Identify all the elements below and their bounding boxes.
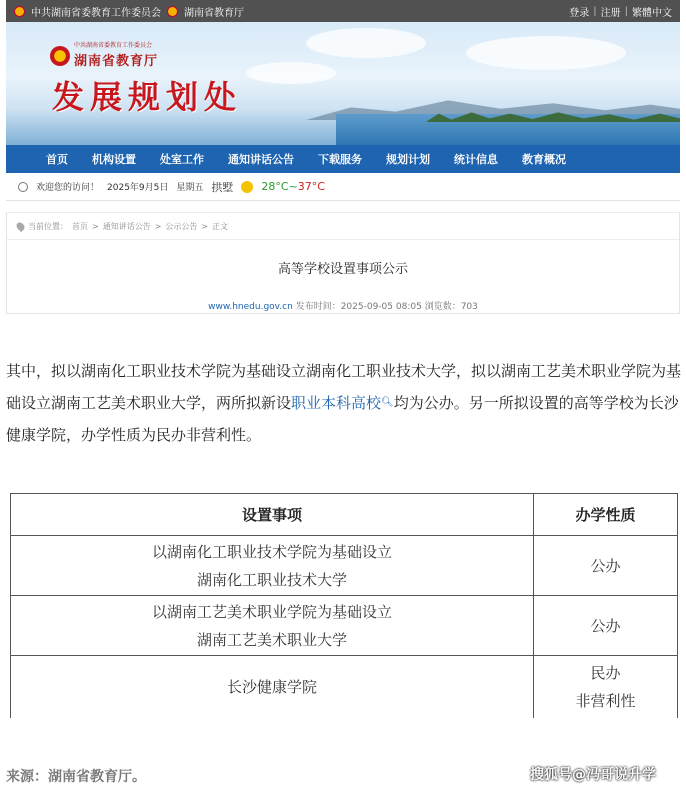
article-meta (7, 299, 679, 312)
party-emblem-icon (14, 6, 25, 17)
site-logo[interactable] (50, 42, 158, 69)
national-emblem-icon (50, 46, 70, 66)
cloud-decoration (246, 62, 336, 84)
nav-item-organization[interactable]: 机构设置 (92, 153, 136, 166)
table-cell-nature: 公办 (534, 596, 678, 656)
article-header (6, 212, 680, 314)
divider: | (624, 5, 628, 17)
article-title: 高等学校设置事项公示 (277, 262, 408, 277)
logo-subtitle-small: 中共湖南省委教育工作委员会 (74, 42, 153, 49)
table-cell-nature: 公办 (534, 536, 678, 596)
column-header-item: 设置事项 (11, 494, 534, 536)
views-label: 浏览数： (424, 302, 461, 312)
account-links (569, 4, 672, 19)
breadcrumb-public-notices[interactable]: 公示公告 (165, 221, 198, 231)
breadcrumb-separator: > (92, 221, 99, 231)
table-cell-item (11, 596, 534, 656)
source-note: 来源：湖南省教育厅。 (6, 769, 146, 785)
breadcrumb (7, 212, 679, 240)
table-cell-nature (534, 656, 678, 718)
table-row (11, 656, 678, 718)
table-header-row (11, 494, 678, 536)
temp-separator: ~ (288, 180, 298, 193)
breadcrumb-separator: > (154, 221, 162, 231)
sunny-icon (241, 181, 253, 193)
column-header-nature: 办学性质 (534, 494, 678, 536)
cell-line: 湖南工艺美术职业大学 (196, 630, 347, 649)
breadcrumb-separator: > (201, 221, 209, 231)
cell-line: 民办 (590, 663, 621, 682)
org-link-education-department[interactable]: 湖南省教育厅 (184, 7, 244, 19)
breadcrumb-notices[interactable]: 通知讲话公告 (102, 221, 151, 231)
table-row (11, 596, 678, 656)
cell-line: 湖南化工职业技术大学 (196, 570, 347, 589)
publish-label: 发布时间： (295, 302, 341, 312)
paragraph-text: 均为公办。另一所拟设置的高等学校为长沙健康学院，办学性质为民办非营利性。 (6, 394, 679, 444)
publish-time: 2025-09-05 08:05 (340, 302, 422, 312)
logo-subtitle: 湖南省教育厅 (74, 54, 159, 69)
current-weekday: 星期五 (176, 183, 204, 193)
site-title: 发展规划处 (52, 78, 243, 116)
article-paragraph (6, 355, 682, 451)
cloud-decoration (466, 36, 626, 70)
top-bar (6, 0, 680, 22)
nav-item-plans[interactable]: 规划计划 (386, 153, 430, 166)
temp-low: 28°C (261, 180, 289, 193)
views-count: 703 (460, 302, 478, 312)
establishment-table (10, 493, 678, 718)
location-pin-icon (15, 220, 26, 231)
cell-line: 以湖南工艺美术职业学院为基础设立 (151, 602, 392, 621)
nav-item-home[interactable]: 首页 (46, 153, 68, 166)
org-links (14, 4, 244, 19)
vocational-undergraduate-link[interactable]: 职业本科高校 (291, 394, 382, 412)
cell-line: 非营利性 (575, 691, 636, 710)
breadcrumb-current: 正文 (212, 221, 229, 231)
table-cell-item (11, 536, 534, 596)
clock-icon (18, 182, 28, 192)
paragraph-text: 其中，拟以湖南化工职业技术学院为基础设立湖南化工职业技术大学，拟以湖南工艺美术职业学院为基础设立湖南工艺美术职业大学，两所拟新设 (6, 362, 682, 412)
site-banner (6, 22, 680, 145)
breadcrumb-home[interactable]: 首页 (72, 221, 88, 231)
temp-high: 37°C (297, 180, 325, 193)
nav-item-office-work[interactable]: 处室工作 (160, 153, 204, 166)
divider: | (593, 5, 597, 17)
search-icon[interactable]: 🔍︎ (381, 397, 394, 408)
cell-line: 以湖南化工职业技术学院为基础设立 (151, 542, 392, 561)
nav-item-statistics[interactable]: 统计信息 (454, 153, 498, 166)
traditional-chinese-link[interactable]: 繁體中文 (632, 7, 672, 19)
main-nav (6, 145, 680, 173)
cloud-decoration (306, 28, 426, 58)
table-row (11, 536, 678, 596)
nav-item-overview[interactable]: 教育概况 (522, 153, 566, 166)
welcome-text: 欢迎您的访问！ (36, 183, 100, 193)
breadcrumb-label: 当前位置： (28, 221, 68, 231)
temperature-range (261, 180, 325, 193)
org-link-party-committee[interactable]: 中共湖南省委教育工作委员会 (31, 7, 161, 19)
watermark: 搜狐号@冯哥说升学 (530, 767, 656, 783)
nav-item-notices[interactable]: 通知讲话公告 (228, 153, 294, 166)
source-site-link[interactable]: www.hnedu.gov.cn (208, 302, 293, 312)
nav-item-downloads[interactable]: 下载服务 (318, 153, 362, 166)
welcome-bar (6, 173, 680, 201)
register-link[interactable]: 注册 (600, 7, 621, 19)
table-cell-item: 长沙健康学院 (11, 656, 534, 718)
current-date: 2025年9月5日 (107, 183, 169, 193)
login-link[interactable]: 登录 (569, 7, 590, 19)
government-emblem-icon (167, 6, 178, 17)
weather-city: 拱墅 (211, 180, 234, 194)
